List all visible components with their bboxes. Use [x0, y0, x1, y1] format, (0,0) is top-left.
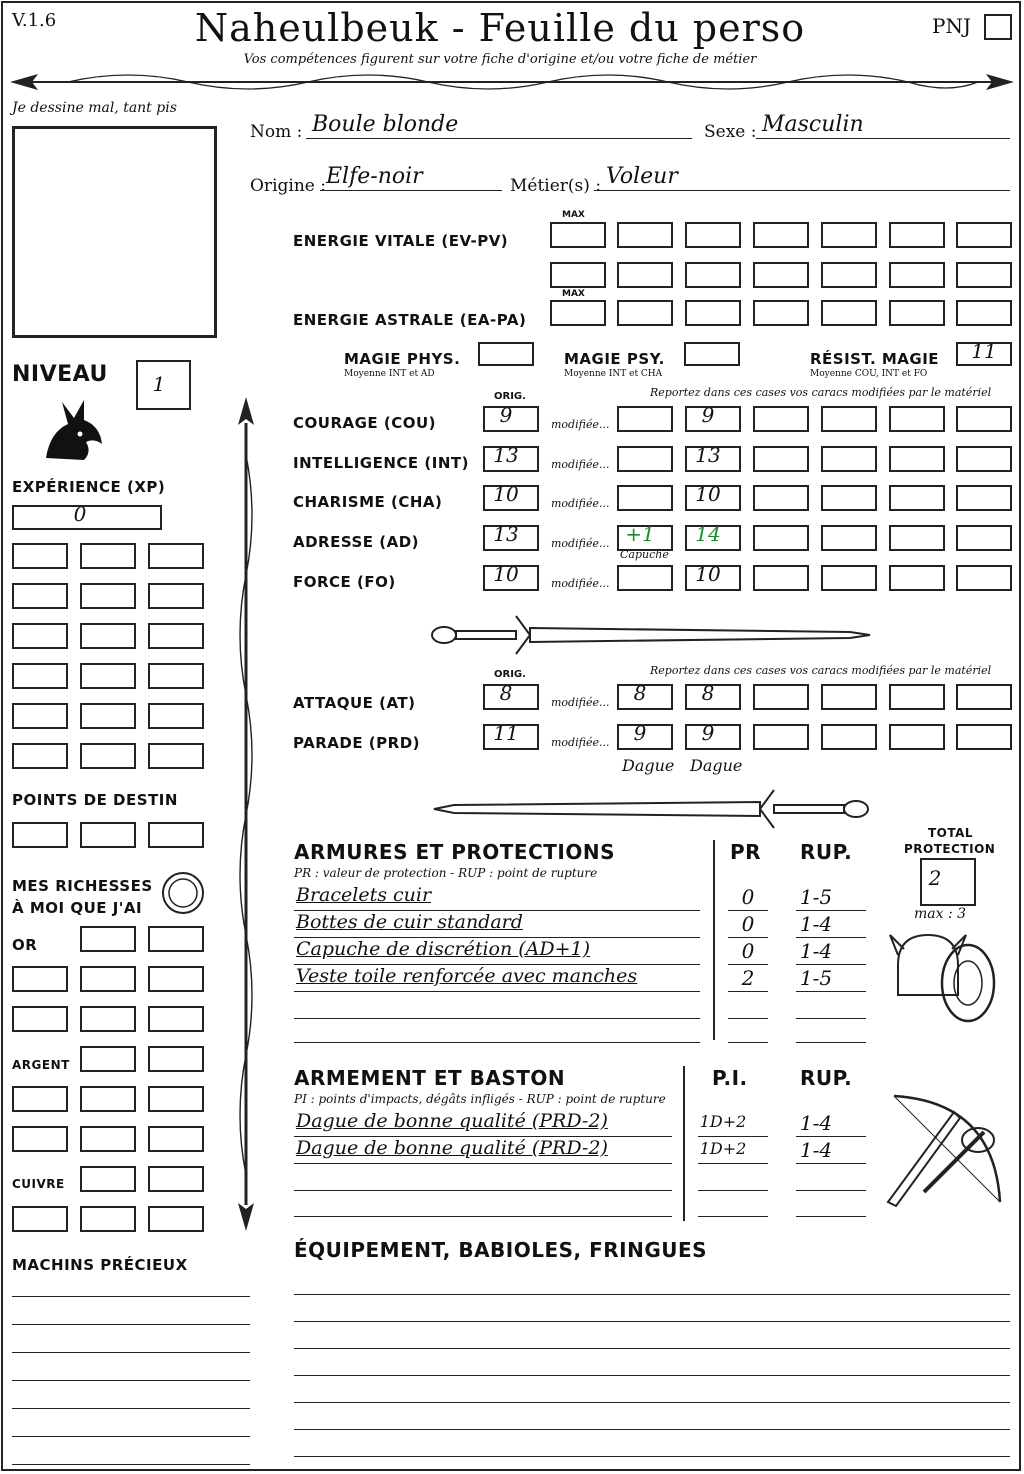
arme-rup-line[interactable]: [796, 1216, 866, 1217]
ea-cell[interactable]: [821, 300, 877, 326]
xp-cell[interactable]: [148, 743, 204, 769]
magie-phys-box[interactable]: [478, 342, 534, 366]
niveau-value: 1: [152, 372, 166, 396]
carac-mod-cell[interactable]: [753, 406, 809, 432]
carac-mod-cell[interactable]: [617, 565, 673, 591]
page-subtitle: Vos compétences figurent sur votre fiche d'origine et/ou votre fiche de métier: [243, 52, 757, 67]
armure-pr-line[interactable]: [728, 910, 768, 911]
magie-psy-label: MAGIE PSY.: [564, 350, 665, 368]
experience-value: 0: [73, 502, 87, 526]
magie-psy-box[interactable]: [684, 342, 740, 366]
combat-label: PARADE (PRD): [293, 734, 421, 752]
cuivre-label: CUIVRE: [12, 1177, 65, 1191]
armure-name: Capuche de discrétion (AD+1): [296, 938, 591, 960]
armure-name: Veste toile renforcée avec manches: [296, 965, 638, 987]
carac-mod-cell[interactable]: [753, 446, 809, 472]
armure-line[interactable]: [294, 1042, 700, 1043]
magie-phys-sub: Moyenne INT et AD: [344, 369, 435, 379]
combat-note-1: Dague: [622, 756, 675, 775]
destin-label: POINTS DE DESTIN: [12, 791, 178, 809]
arme-line[interactable]: [294, 1163, 672, 1164]
caracs-orig-label: ORIG.: [494, 391, 526, 402]
ev-cell[interactable]: [685, 222, 741, 248]
money-cell[interactable]: [148, 966, 204, 992]
money-cell[interactable]: [12, 966, 68, 992]
nom-label: Nom :: [250, 122, 303, 142]
equip-line[interactable]: [294, 1294, 1010, 1295]
carac-mod-cell[interactable]: [617, 446, 673, 472]
money-cell[interactable]: [12, 1126, 68, 1152]
combat-mod1-value: 8: [633, 681, 647, 705]
carac-mod-cell[interactable]: [956, 446, 1012, 472]
machins-line[interactable]: [12, 1352, 250, 1353]
equip-line[interactable]: [294, 1348, 1010, 1349]
arme-line[interactable]: [294, 1216, 672, 1217]
arme-pi: 1D+2: [699, 1139, 747, 1158]
carac-mod-cell[interactable]: [821, 565, 877, 591]
ev-cell[interactable]: [617, 222, 673, 248]
destin-cell[interactable]: [12, 822, 68, 848]
carac-mod2-value: 13: [695, 443, 721, 467]
armure-name: Bottes de cuir standard: [296, 911, 523, 933]
armure-pr-line[interactable]: [728, 1018, 768, 1019]
armure-rup: 1-5: [799, 966, 833, 990]
arme-rup: 1-4: [799, 1138, 833, 1162]
xp-cell[interactable]: [148, 543, 204, 569]
armures-title: ARMURES ET PROTECTIONS: [294, 840, 615, 864]
equip-line[interactable]: [294, 1456, 1010, 1457]
equipement-title: ÉQUIPEMENT, BABIOLES, FRINGUES: [294, 1238, 708, 1262]
arme-pi-line[interactable]: [698, 1136, 768, 1137]
carac-mod-cell[interactable]: [889, 525, 945, 551]
carac-mod-cell[interactable]: [889, 485, 945, 511]
armure-line[interactable]: [294, 1018, 700, 1019]
armure-rup: 1-4: [799, 939, 833, 963]
ea-cell[interactable]: [550, 300, 606, 326]
armure-rup-line[interactable]: [796, 1042, 866, 1043]
ea-cell[interactable]: [685, 300, 741, 326]
sexe-line: [756, 138, 1010, 139]
carac-mod-cell[interactable]: [753, 525, 809, 551]
armure-pr-line[interactable]: [728, 964, 768, 965]
carac-label: ADRESSE (AD): [293, 533, 420, 551]
xp-cell[interactable]: [80, 663, 136, 689]
machins-line[interactable]: [12, 1296, 250, 1297]
ev-cell[interactable]: [753, 222, 809, 248]
combat-mod-cell[interactable]: [753, 724, 809, 750]
carac-modif-label: modifiée...: [551, 458, 610, 471]
combat-mod-cell[interactable]: [889, 684, 945, 710]
carac-orig-value: 13: [493, 443, 519, 467]
weapons-icon: [884, 1092, 1008, 1214]
resist-value: 11: [971, 339, 997, 363]
resist-sub: Moyenne COU, INT et FO: [810, 369, 928, 379]
carac-mod-cell[interactable]: [889, 446, 945, 472]
machins-line[interactable]: [12, 1380, 250, 1381]
armures-rup-label: RUP.: [800, 840, 853, 864]
experience-label: EXPÉRIENCE (XP): [12, 478, 166, 496]
money-cell[interactable]: [12, 1006, 68, 1032]
pnj-checkbox[interactable]: [984, 14, 1012, 40]
ev-cell[interactable]: [956, 222, 1012, 248]
armure-pr: 0: [741, 939, 755, 963]
xp-cell[interactable]: [80, 743, 136, 769]
arme-pi-line[interactable]: [698, 1163, 768, 1164]
carac-mod-cell[interactable]: [889, 406, 945, 432]
combat-mod-cell[interactable]: [753, 684, 809, 710]
carac-mod-cell[interactable]: [956, 565, 1012, 591]
armure-rup-line[interactable]: [796, 1018, 866, 1019]
combat-note-2: Dague: [690, 756, 743, 775]
ea-label: ENERGIE ASTRALE (EA-PA): [293, 311, 527, 329]
nom-value[interactable]: Boule blonde: [312, 112, 459, 137]
armures-sub: PR : valeur de protection - RUP : point de rupture: [294, 866, 598, 880]
ev-cell[interactable]: [550, 222, 606, 248]
combat-mod2-value: 9: [701, 721, 715, 745]
machins-line[interactable]: [12, 1464, 250, 1465]
portrait-caption: Je dessine mal, tant pis: [12, 100, 177, 116]
xp-cell[interactable]: [148, 663, 204, 689]
xp-cell[interactable]: [12, 663, 68, 689]
metier-line: [594, 190, 1010, 191]
carac-orig-value: 13: [493, 522, 519, 546]
ev-cell[interactable]: [956, 262, 1012, 288]
sexe-value[interactable]: Masculin: [762, 112, 864, 137]
nom-line: [306, 138, 692, 139]
carac-mod-cell[interactable]: [821, 406, 877, 432]
armure-pr: 0: [741, 885, 755, 909]
origine-line: [320, 190, 502, 191]
metier-value[interactable]: Voleur: [606, 164, 678, 189]
total-protection-value: 2: [928, 866, 942, 890]
richesses-label-2: À MOI QUE J'AI: [12, 899, 143, 917]
vertical-spear-icon: [228, 395, 264, 1235]
page-title: Naheulbeuk - Feuille du perso: [194, 6, 806, 50]
carac-mod1-value: +1: [625, 522, 655, 546]
armement-pi-label: P.I.: [712, 1066, 748, 1090]
armure-line[interactable]: [294, 991, 700, 992]
carac-modif-label: modifiée...: [551, 418, 610, 431]
caracs-report-note: Reportez dans ces cases vos caracs modifiées par le matériel: [650, 386, 992, 399]
or-label: OR: [12, 936, 38, 954]
coin-icon: [160, 870, 206, 916]
combat-mod-cell[interactable]: [821, 724, 877, 750]
ea-max-label: MAX: [562, 289, 585, 299]
money-cell[interactable]: [80, 1086, 136, 1112]
carac-modif-label: modifiée...: [551, 497, 610, 510]
money-cell[interactable]: [12, 1086, 68, 1112]
destin-cell[interactable]: [148, 822, 204, 848]
carac-label: COURAGE (COU): [293, 414, 437, 432]
ev-cell[interactable]: [821, 222, 877, 248]
carac-mod2-value: 9: [701, 403, 715, 427]
arme-pi-line[interactable]: [698, 1216, 768, 1217]
sword-icon: [430, 612, 874, 658]
magie-phys-label: MAGIE PHYS.: [344, 350, 461, 368]
equip-line[interactable]: [294, 1321, 1010, 1322]
armure-rup-line[interactable]: [796, 910, 866, 911]
combat-mod-cell[interactable]: [956, 684, 1012, 710]
armures-divider: [713, 840, 715, 1040]
combat-label: ATTAQUE (AT): [293, 694, 416, 712]
money-cell[interactable]: [148, 1086, 204, 1112]
armure-pr: 0: [741, 912, 755, 936]
armement-sub: PI : points d'impacts, dégâts infligés - RUP : point de rupture: [294, 1092, 666, 1106]
ev-max-label: MAX: [562, 210, 585, 220]
armure-pr-line[interactable]: [728, 1042, 768, 1043]
money-cell[interactable]: [12, 1206, 68, 1232]
combat-mod-cell[interactable]: [956, 724, 1012, 750]
money-cell[interactable]: [148, 926, 204, 952]
xp-cell[interactable]: [148, 623, 204, 649]
ev-cell[interactable]: [889, 262, 945, 288]
ev-cell[interactable]: [550, 262, 606, 288]
money-cell[interactable]: [80, 1206, 136, 1232]
machins-line[interactable]: [12, 1436, 250, 1437]
richesses-label-1: MES RICHESSES: [12, 877, 153, 895]
carac-mod-cell[interactable]: [956, 525, 1012, 551]
helmet-shield-icon: [888, 925, 1000, 1025]
carac-orig-value: 10: [493, 482, 519, 506]
armure-name: Bracelets cuir: [296, 884, 432, 906]
combat-orig-value: 11: [493, 721, 519, 745]
armure-pr-line[interactable]: [728, 991, 768, 992]
total-label-2: PROTECTION: [904, 842, 996, 856]
combat-mod1-value: 9: [633, 721, 647, 745]
machins-line[interactable]: [12, 1324, 250, 1325]
xp-cell[interactable]: [80, 703, 136, 729]
money-cell[interactable]: [80, 1046, 136, 1072]
argent-label: ARGENT: [12, 1058, 70, 1072]
destin-cell[interactable]: [80, 822, 136, 848]
xp-cell[interactable]: [148, 583, 204, 609]
arme-rup-line[interactable]: [796, 1190, 866, 1191]
xp-cell[interactable]: [80, 623, 136, 649]
money-cell[interactable]: [80, 1166, 136, 1192]
ev-label: ENERGIE VITALE (EV-PV): [293, 232, 509, 250]
ea-cell[interactable]: [889, 300, 945, 326]
carac-modif-label: modifiée...: [551, 577, 610, 590]
arme-name: Dague de bonne qualité (PRD-2): [296, 1110, 608, 1132]
armement-title: ARMEMENT ET BASTON: [294, 1066, 566, 1090]
niveau-label: NIVEAU: [12, 362, 108, 387]
armure-rup: 1-5: [799, 885, 833, 909]
arme-pi: 1D+2: [699, 1112, 747, 1131]
carac-mod2-value: 14: [695, 522, 721, 546]
pnj-label: PNJ: [932, 14, 971, 38]
xp-cell[interactable]: [80, 543, 136, 569]
carac-mod-cell[interactable]: [889, 565, 945, 591]
carac-mod-cell[interactable]: [956, 406, 1012, 432]
xp-cell[interactable]: [12, 543, 68, 569]
xp-cell[interactable]: [80, 583, 136, 609]
carac-orig-value: 10: [493, 562, 519, 586]
money-cell[interactable]: [80, 926, 136, 952]
carac-modif-label: modifiée...: [551, 537, 610, 550]
armement-rup-label: RUP.: [800, 1066, 853, 1090]
ev-cell[interactable]: [685, 262, 741, 288]
spear-divider-icon: [8, 64, 1016, 100]
combat-mod-cell[interactable]: [889, 724, 945, 750]
arme-name: Dague de bonne qualité (PRD-2): [296, 1137, 608, 1159]
carac-label: FORCE (FO): [293, 573, 396, 591]
money-cell[interactable]: [80, 966, 136, 992]
carac-orig-value: 9: [499, 403, 513, 427]
xp-cell[interactable]: [12, 743, 68, 769]
armures-pr-label: PR: [730, 840, 762, 864]
equip-line[interactable]: [294, 1402, 1010, 1403]
combat-orig-value: 8: [499, 681, 513, 705]
sexe-label: Sexe :: [704, 122, 757, 142]
carac-mod-cell[interactable]: [617, 485, 673, 511]
carac-mod-cell[interactable]: [821, 446, 877, 472]
armure-pr: 2: [741, 966, 755, 990]
ev-cell[interactable]: [617, 262, 673, 288]
dragon-icon: [40, 396, 106, 466]
money-cell[interactable]: [80, 1126, 136, 1152]
ea-cell[interactable]: [956, 300, 1012, 326]
carac-mod-cell[interactable]: [753, 485, 809, 511]
money-cell[interactable]: [148, 1166, 204, 1192]
magie-psy-sub: Moyenne INT et CHA: [564, 369, 663, 379]
equip-line[interactable]: [294, 1375, 1010, 1376]
max-protection-label: max : 3: [914, 906, 967, 922]
carac-label: CHARISME (CHA): [293, 493, 443, 511]
version-label: V.1.6: [12, 10, 57, 31]
money-cell[interactable]: [80, 1006, 136, 1032]
arme-rup: 1-4: [799, 1111, 833, 1135]
carac-mod-cell[interactable]: [956, 485, 1012, 511]
combat-mod2-value: 8: [701, 681, 715, 705]
portrait-box[interactable]: [12, 126, 217, 338]
arme-pi-line[interactable]: [698, 1190, 768, 1191]
arme-rup-line[interactable]: [796, 1163, 866, 1164]
resist-label: RÉSIST. MAGIE: [810, 350, 940, 368]
combat-report-note: Reportez dans ces cases vos caracs modifiées par le matériel: [650, 664, 992, 677]
combat-modif-label: modifiée...: [551, 736, 610, 749]
xp-cell[interactable]: [12, 623, 68, 649]
carac-mod-cell[interactable]: [821, 525, 877, 551]
ev-cell[interactable]: [889, 222, 945, 248]
arme-rup-line[interactable]: [796, 1136, 866, 1137]
ev-cell[interactable]: [753, 262, 809, 288]
carac-mod2-value: 10: [695, 482, 721, 506]
carac-mod-cell[interactable]: [821, 485, 877, 511]
armure-rup-line[interactable]: [796, 991, 866, 992]
money-cell[interactable]: [148, 1206, 204, 1232]
armure-pr-line[interactable]: [728, 937, 768, 938]
armure-rup: 1-4: [799, 912, 833, 936]
armement-divider: [683, 1066, 685, 1221]
carac-mod-cell[interactable]: [753, 565, 809, 591]
carac-mod-cell[interactable]: [617, 406, 673, 432]
money-cell[interactable]: [148, 1006, 204, 1032]
sword-icon-2: [430, 786, 874, 832]
ev-cell[interactable]: [821, 262, 877, 288]
origine-value[interactable]: Elfe-noir: [326, 164, 423, 189]
ea-cell[interactable]: [753, 300, 809, 326]
xp-cell[interactable]: [12, 703, 68, 729]
armure-rup-line[interactable]: [796, 937, 866, 938]
carac-note: Capuche: [620, 548, 669, 561]
equip-line[interactable]: [294, 1429, 1010, 1430]
machins-line[interactable]: [12, 1408, 250, 1409]
combat-orig-label: ORIG.: [494, 669, 526, 680]
xp-cell[interactable]: [12, 583, 68, 609]
armure-rup-line[interactable]: [796, 964, 866, 965]
combat-modif-label: modifiée...: [551, 696, 610, 709]
ea-cell[interactable]: [617, 300, 673, 326]
money-cell[interactable]: [148, 1126, 204, 1152]
metier-label: Métier(s) :: [510, 176, 602, 196]
total-label-1: TOTAL: [928, 826, 974, 840]
carac-mod2-value: 10: [695, 562, 721, 586]
combat-mod-cell[interactable]: [821, 684, 877, 710]
xp-cell[interactable]: [148, 703, 204, 729]
carac-label: INTELLIGENCE (INT): [293, 454, 469, 472]
money-cell[interactable]: [148, 1046, 204, 1072]
arme-line[interactable]: [294, 1190, 672, 1191]
origine-label: Origine :: [250, 176, 326, 196]
machins-label: MACHINS PRÉCIEUX: [12, 1256, 188, 1274]
